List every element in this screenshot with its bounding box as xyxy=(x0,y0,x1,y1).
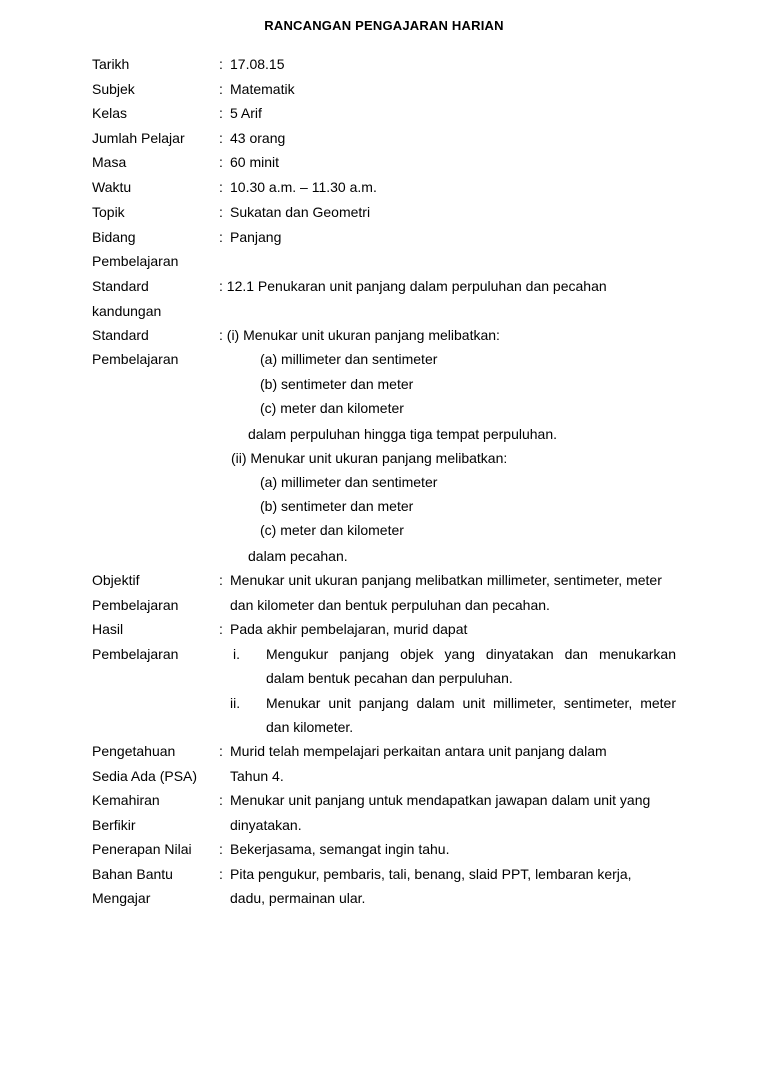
hasil-intro: Pada akhir pembelajaran, murid dapat xyxy=(230,621,468,637)
value-tarikh: 17.08.15 xyxy=(230,56,285,72)
colon: : xyxy=(219,621,223,637)
colon: : xyxy=(219,792,223,808)
bahan-line-2: dadu, permainan ular. xyxy=(230,890,366,906)
kemahiran-line-2: dinyatakan. xyxy=(230,817,302,833)
colon: : xyxy=(219,841,223,857)
label-masa: Masa xyxy=(92,154,127,170)
colon: : xyxy=(219,229,223,245)
hasil-i-line-1: Mengukur panjang objek yang dinyatakan dan menukarkan xyxy=(266,646,676,662)
value-standard-kandungan: : 12.1 Penukaran unit panjang dalam perpuluhan dan pecahan xyxy=(219,278,607,294)
value-subjek: Matematik xyxy=(230,81,295,97)
sp-item-ii-b: (b) sentimeter dan meter xyxy=(260,498,414,514)
colon: : xyxy=(219,81,223,97)
value-topik: Sukatan dan Geometri xyxy=(230,204,371,220)
sp-item-ii-intro: (ii) Menukar unit ukuran panjang melibatkan: xyxy=(231,450,508,466)
colon: : xyxy=(219,743,223,759)
colon: : xyxy=(219,179,223,195)
sp-item-ii-c: (c) meter dan kilometer xyxy=(260,522,404,538)
value-jumlah-pelajar: 43 orang xyxy=(230,130,286,146)
hasil-i-number: i. xyxy=(233,646,240,662)
sp-item-ii-end: dalam pecahan. xyxy=(248,548,348,564)
label-hasil-2: Pembelajaran xyxy=(92,646,179,662)
sp-item-i-end: dalam perpuluhan hingga tiga tempat perpuluhan. xyxy=(248,426,558,442)
label-pengetahuan-2: Sedia Ada (PSA) xyxy=(92,768,198,784)
value-kelas: 5 Arif xyxy=(230,105,262,121)
sp-item-ii-a: (a) millimeter dan sentimeter xyxy=(260,474,438,490)
colon: : xyxy=(219,154,223,170)
objektif-line-1: Menukar unit ukuran panjang melibatkan millimeter, sentimeter, meter xyxy=(230,572,662,588)
kemahiran-line-1: Menukar unit panjang untuk mendapatkan jawapan dalam unit yang xyxy=(230,792,651,808)
bahan-line-1: Pita pengukur, pembaris, tali, benang, slaid PPT, lembaran kerja, xyxy=(230,866,632,882)
label-topik: Topik xyxy=(92,204,125,220)
sp-item-i-b: (b) sentimeter dan meter xyxy=(260,376,414,392)
label-bidang-2: Pembelajaran xyxy=(92,253,179,269)
label-jumlah-pelajar: Jumlah Pelajar xyxy=(92,130,185,146)
label-standard-kandungan: Standard xyxy=(92,278,149,294)
label-standard-pembelajaran: Standard xyxy=(92,327,149,343)
hasil-ii-line-1: Menukar unit panjang dalam unit millimeter, sentimeter, meter xyxy=(266,695,676,711)
label-kemahiran-2: Berfikir xyxy=(92,817,136,833)
hasil-ii-number: ii. xyxy=(230,695,241,711)
sp-item-i-c: (c) meter dan kilometer xyxy=(260,400,404,416)
value-waktu: 10.30 a.m. – 11.30 a.m. xyxy=(230,179,377,195)
colon: : xyxy=(219,105,223,121)
document-title: RANCANGAN PENGAJARAN HARIAN xyxy=(264,18,504,33)
label-tarikh: Tarikh xyxy=(92,56,130,72)
label-standard-kandungan-2: kandungan xyxy=(92,303,162,319)
value-penerapan-nilai: Bekerjasama, semangat ingin tahu. xyxy=(230,841,450,857)
label-bidang: Bidang xyxy=(92,229,136,245)
label-penerapan-nilai: Penerapan Nilai xyxy=(92,841,192,857)
hasil-ii-line-2: dan kilometer. xyxy=(266,719,354,735)
colon: : xyxy=(219,866,223,882)
value-bidang: Panjang xyxy=(230,229,282,245)
sp-item-i-a: (a) millimeter dan sentimeter xyxy=(260,351,438,367)
pengetahuan-line-1: Murid telah mempelajari perkaitan antara unit panjang dalam xyxy=(230,743,607,759)
hasil-i-line-2: dalam bentuk pecahan dan perpuluhan. xyxy=(266,670,513,686)
colon: : xyxy=(219,130,223,146)
label-bahan-bantu: Bahan Bantu xyxy=(92,866,173,882)
objektif-line-2: dan kilometer dan bentuk perpuluhan dan pecahan. xyxy=(230,597,550,613)
sp-item-i-intro: : (i) Menukar unit ukuran panjang melibatkan: xyxy=(219,327,500,343)
label-kemahiran: Kemahiran xyxy=(92,792,160,808)
label-objektif: Objektif xyxy=(92,572,140,588)
label-standard-pembelajaran-2: Pembelajaran xyxy=(92,351,179,367)
label-bahan-bantu-2: Mengajar xyxy=(92,890,151,906)
pengetahuan-line-2: Tahun 4. xyxy=(230,768,284,784)
colon: : xyxy=(219,572,223,588)
colon: : xyxy=(219,204,223,220)
label-pengetahuan: Pengetahuan xyxy=(92,743,176,759)
value-masa: 60 minit xyxy=(230,154,280,170)
label-objektif-2: Pembelajaran xyxy=(92,597,179,613)
label-hasil: Hasil xyxy=(92,621,124,637)
label-subjek: Subjek xyxy=(92,81,135,97)
colon: : xyxy=(219,56,223,72)
label-kelas: Kelas xyxy=(92,105,128,121)
label-waktu: Waktu xyxy=(92,179,132,195)
